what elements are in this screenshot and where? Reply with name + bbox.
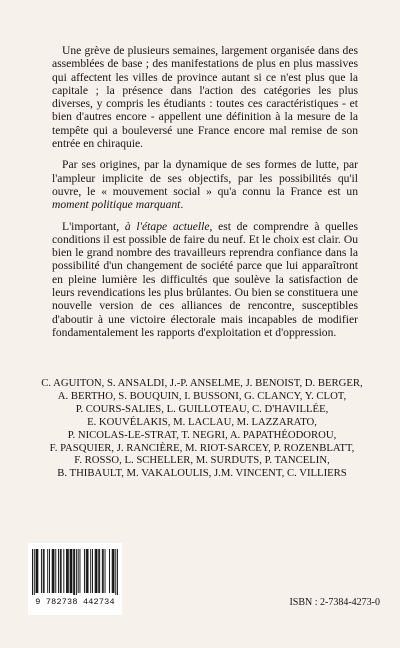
barcode-bar <box>73 549 74 595</box>
italic-phrase: moment politique marquant <box>52 198 181 212</box>
barcode-bar <box>99 549 100 593</box>
contributors-line: F. ROSSO, L. SCHELLER, M. SURDUTS, P. TANCELIN, <box>74 454 330 467</box>
barcode-bar <box>47 549 48 593</box>
barcode-bar <box>109 549 110 593</box>
barcode-bar <box>95 549 96 593</box>
barcode-bar <box>79 549 80 593</box>
contributors-line: B. THIBAULT, M. VAKALOULIS, J.M. VINCENT, C. VILLIERS <box>57 467 347 480</box>
barcode-bar <box>49 549 50 593</box>
barcode-bar <box>58 549 59 593</box>
barcode-bar <box>68 549 69 593</box>
barcode-bar <box>103 549 104 593</box>
barcode-bar <box>87 549 88 593</box>
italic-phrase: à l'étape actuelle <box>124 219 210 233</box>
barcode-bar <box>105 549 106 593</box>
barcode-bar <box>88 549 89 593</box>
barcode-bar <box>96 549 97 593</box>
barcode-bar <box>55 549 56 593</box>
barcode-bar <box>70 549 71 593</box>
barcode-bar <box>53 549 54 593</box>
contributors-line: A. BERTHO, S. BOUQUIN, I. BUSSONI, G. CLANCY, Y. CLOT, <box>57 389 347 402</box>
barcode-bar <box>43 549 44 593</box>
text-run: . <box>180 198 184 212</box>
barcode-bar <box>84 549 85 593</box>
text-run: L'important, <box>62 219 125 233</box>
contributors-line: F. PASQUIER, J. RANCIÈRE, M. RIOT-SARCEY, P. ROZENBLATT, <box>49 441 355 454</box>
contributors-list <box>40 377 364 480</box>
barcode-bar <box>76 549 77 595</box>
text-run: Par ses origines, par la dynamique de ses formes de lutte, par l'ampleur implicite de ses objectifs, par les possibilités qu'il ouvre, le « mouvement social » qu'a connu la France est un <box>52 158 358 198</box>
text-run: Une grève de plusieurs semaines, largement organisée dans des assemblées de base ; des manifestations de plus en plus massives qui affectent les villes de province autant si ce n'est plus que la capitale ; la présence dans l'action des catégories les plus diverses, y compris les étudiants : toutes ces caractéristiques - et bien d'autres encore - appellent une définition à la mesure de la tempête qui a bouleversé une France encore mal remise de son entrée en chiraquie. <box>52 44 358 151</box>
barcode-bar <box>98 549 99 593</box>
barcode-bar <box>34 549 35 595</box>
isbn-number: ISBN : 2-7384-4273-0 <box>289 597 380 608</box>
barcode-bars <box>32 549 118 595</box>
contributors-line: C. AGUITON, S. ANSALDI, J.-P. ANSELME, J. BENOIST, D. BERGER, <box>41 377 363 389</box>
barcode-bar <box>113 549 114 593</box>
barcode-bar <box>36 549 37 593</box>
barcode-bar <box>112 549 113 593</box>
barcode-bar <box>67 549 68 593</box>
barcode-bar <box>114 549 115 593</box>
barcode-bar <box>78 549 79 593</box>
contributors-line: E. KOUVÉLAKIS, M. LACLAU, M. LAZZARATO, <box>87 415 317 428</box>
barcode-bar <box>74 549 75 595</box>
barcode-bar <box>52 549 53 593</box>
barcode-bar <box>54 549 55 593</box>
barcode-bar <box>44 549 45 593</box>
barcode-bar <box>90 549 91 593</box>
barcode-bar <box>86 549 87 593</box>
barcode-bar <box>102 549 103 593</box>
contributors-line: P. NICOLAS-LE-STRAT, T. NEGRI, A. PAPATHÉODOROU, <box>67 428 337 441</box>
barcode-bar <box>115 549 116 595</box>
barcode-bar <box>66 549 67 593</box>
barcode-bar <box>92 549 93 593</box>
blurb-paragraph <box>52 220 358 340</box>
barcode-bar <box>37 549 38 593</box>
barcode-bar <box>97 549 98 593</box>
barcode-digits: 9 782738 442734 <box>35 597 115 607</box>
barcode-bar <box>36 549 37 593</box>
contributors-line: P. COURS-SALIES, L. GUILLOTEAU, C. D'HAVILLÉE, <box>75 402 329 415</box>
barcode-bar <box>32 549 33 595</box>
barcode-bar <box>71 549 72 593</box>
barcode-bar <box>41 549 42 593</box>
barcode-bar <box>71 549 72 593</box>
blurb-paragraph <box>52 158 358 211</box>
barcode-bar <box>61 549 62 593</box>
barcode-bar <box>117 549 118 595</box>
blurb-text <box>52 44 358 347</box>
barcode-bar <box>60 549 61 593</box>
blurb-paragraph <box>52 44 358 150</box>
text-run: , est de comprendre à quelles conditions il est possible de faire du neuf. Et le choix est clair. Ou bien le grand nombre des travailleurs reprendra confiance dans la possibilité d'un changement de société parce que lui apparaîtront en pleine lumière les difficultés que soulève la satisfaction de leurs revendications les plus brûlantes. Ou bien se constituera une nouvelle version de ces alliances de rencontre, susceptibles d'aboutir à une victoire électorale mais incapables de modifier fondamentalement les rapports d'exploitation et d'oppression. <box>52 219 359 339</box>
barcode-bar <box>63 549 64 593</box>
barcode <box>28 543 122 615</box>
